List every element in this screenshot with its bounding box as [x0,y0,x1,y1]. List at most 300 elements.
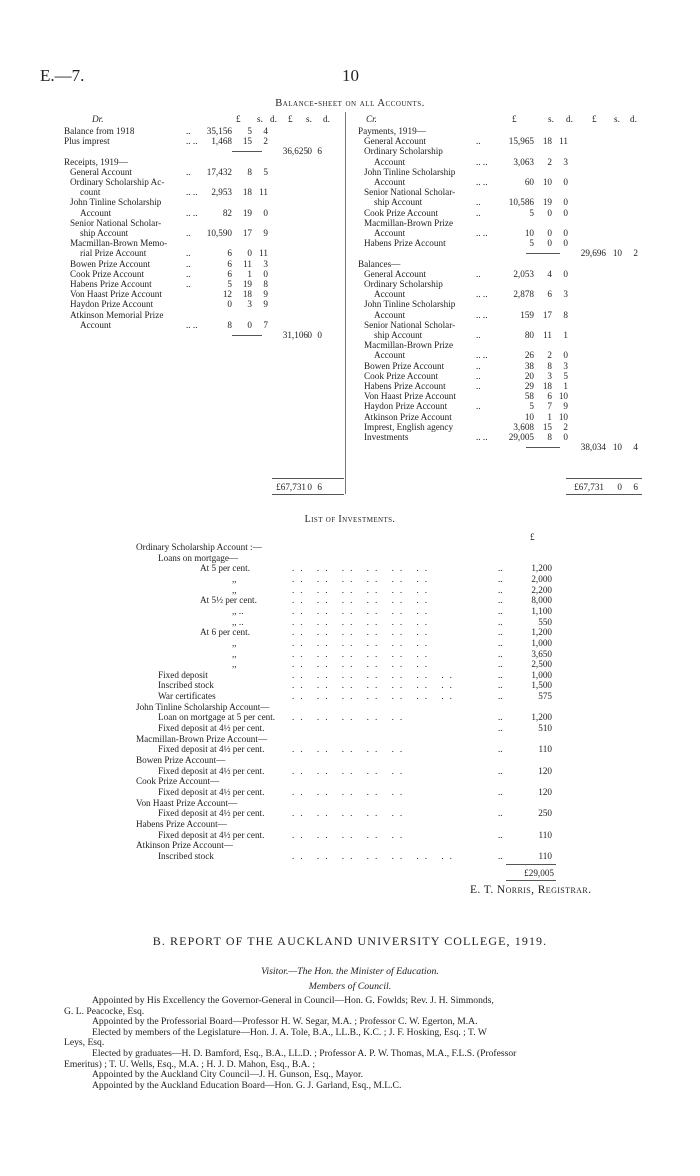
dot-leader: .. [476,197,481,208]
shillings-value: 19 [242,207,252,218]
total-rule-top [272,478,344,479]
dot-leader: .. [476,381,481,391]
pounds-value: 8 [227,319,232,330]
line-item-label: count [80,187,101,198]
line-item-label: Macmillan-Brown Prize [364,340,454,351]
investment-amount: 550 [538,616,552,627]
line-item-label: Balances— [358,258,401,269]
dot-leader: .. .. .. .. .. .. .. [292,691,458,702]
side-label: Cr. [366,114,377,124]
pounds-value: 159 [520,309,534,320]
investment-amount: 110 [538,744,552,755]
line-item-label: Account [374,350,406,361]
dot-leader: .. [186,279,191,289]
pence-value: 5 [263,166,268,177]
shillings-value: 10 [542,177,552,187]
pence-value: 8 [263,279,268,289]
pounds-value: 17,432 [206,166,232,177]
dot-leader: .. .. .. .. .. [292,786,409,797]
dot-leader: .. [498,595,503,606]
line-item-label: Receipts, 1919— [64,156,128,167]
investment-label: ,, [232,584,237,595]
line-item-label: Account [374,177,406,187]
investment-amount: 120 [538,786,552,797]
investment-amount: 2,000 [531,573,552,584]
investment-label: Inscribed stock [158,680,214,691]
pence-value: 11 [559,136,568,147]
pounds-value: 1,468 [211,136,232,147]
currency-header: s. [306,114,312,124]
investment-label: Cook Prize Account— [136,776,220,787]
total-pounds: £67,731 [574,482,604,492]
line-item-label: General Account [364,136,426,147]
shillings-value: 18 [542,136,552,147]
line-item-label: Von Haast Prize Account [70,289,162,300]
pence-value: 9 [563,401,568,412]
investment-amount: 250 [538,808,552,819]
shillings-value: 18 [542,381,552,391]
investment-amount: 510 [538,723,552,734]
pence-value: 10 [558,411,568,422]
shillings-value: 8 [247,166,252,177]
pence-value: 0 [263,268,268,279]
subtotal-pence: 0 [317,330,322,340]
dot-leader: .. .. .. .. .. .. [292,616,434,627]
investment-amount: 2,200 [531,584,552,595]
council-paragraph-continuation: Leys, Esq. [64,1037,105,1049]
investment-amount: 575 [538,691,552,702]
dot-leader: .. [498,786,503,797]
line-item-label: Cook Prize Account [70,268,144,279]
currency-header: d. [566,114,573,124]
investment-label: Atkinson Prize Account— [136,840,233,851]
pounds-value: 6 [227,248,232,259]
pounds-value: 10,586 [508,197,534,208]
investment-label: ,, [232,637,237,648]
dot-leader: .. [498,584,503,595]
investment-amount: 2,500 [531,659,552,670]
shillings-value: 11 [243,258,252,269]
investment-label: ,, [232,573,237,584]
dot-leader: .. [476,370,481,381]
investment-label: Fixed deposit [158,669,208,680]
investment-label: Fixed deposit at 4½ per cent. [158,723,265,734]
subtotal-shillings: 0 [307,330,312,340]
line-item-label: Habens Prize Account [364,381,446,391]
dot-leader: .. .. .. .. .. .. [292,648,434,659]
total-pence: 6 [633,482,638,492]
line-item-label: John Tinline Scholarship [70,197,162,208]
investment-label: Fixed deposit at 4½ per cent. [158,808,265,819]
line-item-label: Account [80,319,112,330]
registrar-signature: E. T. Norris, Registrar. [470,884,592,896]
line-item-label: Account [80,207,112,218]
line-item-label: Account [374,156,406,167]
line-item-label: Ordinary Scholarship [364,279,443,289]
investment-amount: 1,100 [531,605,552,616]
pounds-value: 2,953 [211,187,232,198]
pence-value: 3 [563,360,568,371]
pounds-value: 29 [524,381,534,391]
dot-leader: .. .. .. .. .. .. [292,563,434,574]
pence-value: 3 [563,289,568,300]
line-item-label: Investments [364,432,409,442]
dot-leader: .. .. .. .. .. .. [292,584,434,595]
line-item-label: ship Account [374,330,423,340]
line-item-label: Senior National Scholar- [70,217,162,228]
line-item-label: Atkinson Memorial Prize [70,309,164,320]
pounds-value: 2,878 [513,289,534,300]
shillings-value: 2 [547,156,552,167]
line-item-label: Account [374,309,406,320]
council-paragraph-first-line: Appointed by the Professorial Board—Professor H. W. Segar, M.A. ; Professor C. W. Egerton, M.A. [92,1016,478,1028]
dot-leader: .. [476,136,481,147]
dot-leader: .. .. [186,319,198,330]
pence-value: 1 [563,381,568,391]
pence-value: 0 [563,207,568,218]
investment-label: Habens Prize Account— [136,818,227,829]
investment-label: ,, [232,648,237,659]
line-item-label: Haydon Prize Account [70,299,154,310]
pounds-value: 20 [524,370,534,381]
investment-label: At 6 per cent. [200,627,251,638]
shillings-value: 1 [547,411,552,422]
shillings-value: 3 [547,370,552,381]
pounds-value: 3,608 [513,421,534,432]
line-item-label: Habens Prize Account [70,279,152,289]
total-pounds: £67,731 [276,482,306,492]
pence-value: 0 [563,228,568,238]
investment-label: ,, .. [232,616,244,627]
shillings-value: 15 [542,421,552,432]
line-item-label: Macmillan-Brown Memo- [70,238,168,249]
dot-leader: .. [498,637,503,648]
line-item-label: Haydon Prize Account [364,401,448,412]
shillings-value: 18 [242,187,252,198]
pence-value: 1 [563,330,568,340]
shillings-value: 8 [547,360,552,371]
shillings-value: 0 [547,228,552,238]
currency-header: s. [548,114,554,124]
dot-leader: .. [498,669,503,680]
line-item-label: Macmillan-Brown Prize [364,217,454,228]
line-item-label: Account [374,289,406,300]
subtotal-shillings: 10 [612,442,622,453]
pounds-value: 5 [529,401,534,412]
dot-leader: .. .. [476,156,488,167]
council-heading: Members of Council. [308,981,392,992]
investments-title: List of Investments. [304,514,396,525]
dot-leader: .. .. .. .. .. .. [292,637,434,648]
currency-header: d. [323,114,330,124]
line-item-label: General Account [364,268,426,279]
pence-value: 10 [558,391,568,402]
pence-value: 9 [263,299,268,310]
line-item-label: Ordinary Scholarship Ac- [70,177,165,187]
currency-header: s. [257,114,263,124]
pence-value: 0 [563,432,568,442]
dot-leader: .. [498,691,503,702]
shillings-value: 0 [247,248,252,259]
shillings-value: 1 [247,268,252,279]
investment-amount: 1,000 [531,637,552,648]
investment-amount: 110 [538,850,552,861]
investment-label: Bowen Prize Account— [136,755,226,765]
pence-value: 2 [563,421,568,432]
shillings-value: 17 [542,309,552,320]
dot-leader: .. .. [186,207,198,218]
pounds-value: 10 [524,411,534,422]
dot-leader: .. [498,659,503,670]
shillings-value: 4 [547,268,552,279]
council-paragraph-continuation: Emeritus) ; T. U. Wells, Esq., M.A. ; H. J. D. Mahon, Esq., B.A. ; [64,1058,316,1070]
visitor-line: Visitor.—The Hon. the Minister of Education. [261,966,439,977]
shillings-value: 5 [247,126,252,136]
pence-value: 7 [263,319,268,330]
shillings-value: 3 [247,299,252,310]
dot-leader: .. [476,330,481,340]
council-paragraph-first-line: Elected by graduates—H. D. Bamford, Esq., B.A., LL.D. ; Professor A. P. W. Thomas, M.A., F.L.S. (Professor [92,1048,517,1059]
dot-leader: .. .. .. .. .. .. [292,573,434,584]
dot-leader: .. .. .. .. .. .. [292,595,434,606]
pounds-value: 80 [524,330,534,340]
pounds-value: 82 [222,207,232,218]
dot-leader: .. [476,207,481,218]
line-item-label: Bowen Prize Account [364,360,445,371]
shillings-value: 2 [547,350,552,361]
dot-leader: .. .. .. .. .. [292,808,409,819]
investments-total-rule-bottom [506,880,556,881]
pounds-value: 2,053 [513,268,534,279]
line-item-label: Plus imprest [64,136,110,147]
shillings-value: 0 [547,238,552,249]
investment-label: Fixed deposit at 4½ per cent. [158,829,265,840]
line-item-label: Account [374,228,406,238]
pounds-value: 38 [524,360,534,371]
investment-amount: 120 [538,765,552,776]
subtotal-pounds: 29,696 [560,248,606,258]
pence-value: 0 [563,197,568,208]
council-paragraph-first-line: Elected by members of the Legislature—Hon. J. A. Tole, B.A., LL.B., K.C. ; J. F. Hosking, Esq. ; T. W [92,1026,487,1038]
pounds-value: 6 [227,258,232,269]
investment-amount: 1,500 [531,680,552,691]
total-pence: 6 [317,482,322,492]
dot-leader: .. [498,627,503,638]
subtotal-pounds: 31,106 [262,330,308,340]
investment-label: War certificates [158,691,216,702]
subtotal-pence: 2 [633,248,638,259]
dot-leader: .. [498,808,503,819]
pence-value: 2 [263,136,268,147]
total-rule-bottom [272,494,344,495]
investment-label: Ordinary Scholarship Account :— [136,542,262,552]
dot-leader: .. .. [476,309,488,320]
currency-header: £ [236,114,241,124]
shillings-value: 6 [547,391,552,402]
line-item-label: John Tinline Scholarship [364,299,456,310]
dot-leader: .. [186,258,191,269]
dot-leader: .. .. .. .. .. .. .. [292,680,458,691]
dot-leader: .. .. .. .. .. [292,744,409,755]
pounds-value: 10,590 [206,228,232,238]
line-item-label: Senior National Scholar- [364,187,456,198]
currency-header: d. [630,114,637,124]
investment-label: At 5½ per cent. [200,595,257,606]
investment-label: ,, .. [232,605,244,616]
investment-amount: 110 [538,829,552,840]
subtotal-pence: 6 [317,146,322,157]
shillings-value: 0 [247,319,252,330]
council-paragraph-first-line: Appointed by His Excellency the Governor-General in Council—Hon. G. Fowlds; Rev. J. H. Simmonds, [92,995,494,1006]
council-paragraph-continuation: G. L. Peacocke, Esq. [64,1005,145,1017]
dot-leader: .. .. .. .. .. .. .. [292,850,458,861]
line-item-label: Ordinary Scholarship [364,146,443,157]
investments-total-rule-top [506,864,556,865]
dot-leader: .. [498,712,503,723]
pence-value: 0 [563,238,568,249]
line-item-label: ship Account [374,197,423,208]
pounds-value: 58 [524,391,534,402]
pence-value: 4 [263,126,268,136]
pence-value: 8 [563,309,568,320]
dot-leader: .. [498,605,503,616]
subtotal-shillings: 0 [307,146,312,157]
pounds-value: 29,005 [508,432,534,442]
investment-label: Macmillan-Brown Prize Account— [136,733,268,744]
investment-label: Fixed deposit at 4½ per cent. [158,765,265,776]
investment-amount: 3,650 [531,648,552,659]
line-item-label: rial Prize Account [80,248,147,259]
currency-header: s. [614,114,620,124]
pounds-value: 26 [524,350,534,361]
investment-label: Inscribed stock [158,850,214,861]
currency-header: £ [592,114,597,124]
dot-leader: .. [498,829,503,840]
line-item-label: John Tinline Scholarship [364,166,456,177]
dot-leader: .. .. .. .. .. [292,712,409,723]
pounds-value: 15,965 [508,136,534,147]
total-rule-bottom [566,494,642,495]
subtotal-pence: 4 [633,442,638,453]
pounds-value: 35,156 [206,126,232,136]
pounds-value: 0 [227,299,232,310]
side-label: Dr. [92,114,104,124]
total-shillings: 0 [617,482,622,492]
dot-leader: .. [476,401,481,412]
dot-leader: .. [498,744,503,755]
pence-value: 0 [563,350,568,361]
pounds-value: 60 [524,177,534,187]
dot-leader: .. [186,268,191,279]
pence-value: 11 [259,187,268,198]
investment-label: John Tinline Scholarship Account— [136,701,270,712]
investment-amount: 1,000 [531,669,552,680]
pounds-value: 12 [222,289,232,300]
subtotal-shillings: 10 [612,248,622,259]
shillings-value: 18 [242,289,252,300]
dot-leader: .. [476,268,481,279]
total-shillings: 0 [307,482,312,492]
dot-leader: .. [498,723,503,734]
pounds-value: 10 [524,228,534,238]
pence-value: 0 [263,207,268,218]
investments-total: £29,005 [524,867,554,878]
investment-label: Fixed deposit at 4½ per cent. [158,786,265,797]
dot-leader: .. .. [476,177,488,187]
dot-leader: .. .. [476,350,488,361]
pounds-value: 3,063 [513,156,534,167]
dot-leader: .. [498,850,503,861]
dot-leader: .. [498,616,503,627]
investment-label: ,, [232,659,237,670]
currency-header: d. [270,114,277,124]
dot-leader: .. [186,248,191,259]
pence-value: 11 [259,248,268,259]
pence-value: 3 [563,156,568,167]
total-rule-top [566,478,642,479]
shillings-value: 7 [547,401,552,412]
dot-leader: .. [498,573,503,584]
investment-amount: 8,000 [531,595,552,606]
dot-leader: .. .. .. .. .. .. .. [292,669,458,680]
dot-leader: .. .. [476,289,488,300]
dot-leader: .. .. [476,432,488,442]
pounds-value: 5 [529,238,534,249]
subtotal-pounds: 36,625 [262,146,308,156]
investment-amount: 1,200 [531,627,552,638]
dot-leader: .. [498,648,503,659]
dot-leader: .. [186,126,191,136]
balance-sheet-title: Balance-sheet on all Accounts. [275,98,425,109]
pence-value: 5 [563,370,568,381]
line-item-label: ship Account [80,228,129,238]
line-item-label: Von Haast Prize Account [364,391,456,402]
shillings-value: 19 [242,279,252,289]
dot-leader: .. .. [476,228,488,238]
dot-leader: .. .. [186,136,198,147]
currency-header: £ [512,114,517,124]
pence-value: 0 [563,177,568,187]
currency-header: £ [288,114,293,124]
report-heading: B. REPORT OF THE AUCKLAND UNIVERSITY COLLEGE, 1919. [152,934,548,948]
shillings-value: 0 [547,207,552,218]
council-paragraph-first-line: Appointed by the Auckland Education Board—Hon. G. J. Garland, Esq., M.L.C. [92,1079,402,1091]
pence-value: 3 [263,258,268,269]
line-item-label: Habens Prize Account [364,238,446,249]
column-divider [345,112,346,494]
line-item-label: General Account [70,166,132,177]
investment-label: Loan on mortgage at 5 per cent. [158,712,276,723]
dot-leader: .. [186,166,191,177]
investment-label: Fixed deposit at 4½ per cent. [158,744,265,755]
line-item-label: Bowen Prize Account [70,258,151,269]
dot-leader: .. [476,360,481,371]
investment-amount: 1,200 [531,563,552,574]
currency-header: £ [530,532,535,542]
document-reference: E.—7. [40,66,85,85]
pounds-value: 5 [227,279,232,289]
dot-leader: .. .. .. .. .. [292,829,409,840]
line-item-label: Imprest, English agency [364,421,454,432]
page-number: 10 [342,66,359,85]
council-paragraph-first-line: Appointed by the Auckland City Council—J. H. Gunson, Esq., Mayor. [92,1069,364,1081]
pence-value: 9 [263,228,268,238]
shillings-value: 8 [547,432,552,442]
investment-label: At 5 per cent. [200,563,251,574]
line-item-label: Cook Prize Account [364,207,438,218]
line-item-label: Cook Prize Account [364,370,438,381]
dot-leader: .. [498,680,503,691]
